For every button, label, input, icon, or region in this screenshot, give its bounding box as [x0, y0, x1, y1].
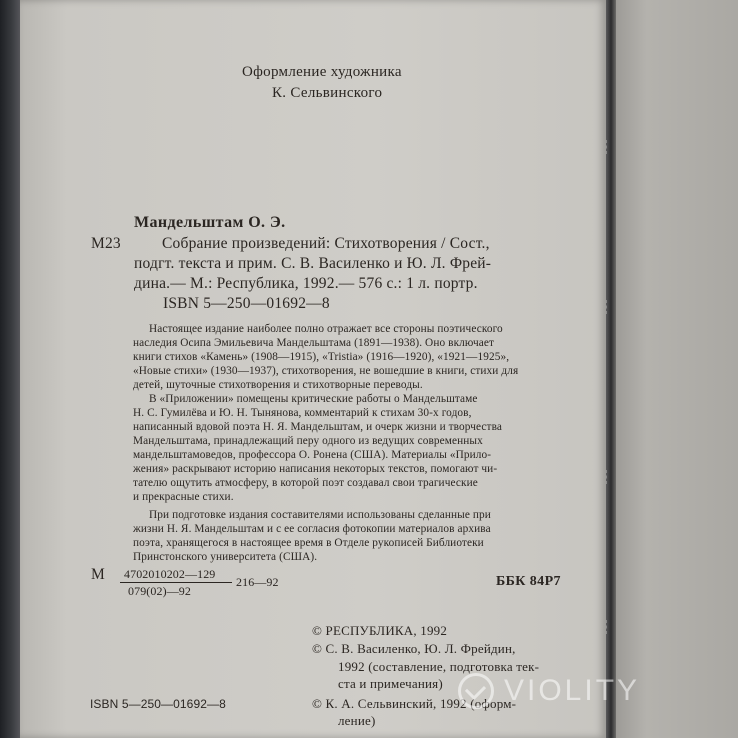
annotation-line: написанный вдовой поэта Н. Я. Мандельштам, и очерк жизни и творчества — [133, 421, 502, 433]
annotation-line: наследия Осипа Эмильевича Мандельштама (1891—1938). Оно включает — [133, 337, 495, 349]
annotation-line: В «Приложении» помещены критические работы о Мандельштаме — [149, 393, 478, 405]
annotation-line: Принстонского университета (США). — [133, 551, 318, 563]
copyright-line: © К. А. Сельвинский, 1992 (оформ- — [312, 696, 517, 711]
catalog-line: подгт. текста и прим. С. В. Василенко и Ю. Л. Фрей- — [134, 255, 492, 272]
catalog-line: Собрание произведений: Стихотворения / Сост., — [162, 235, 490, 252]
binding-stitch — [606, 140, 613, 154]
designer-credit-line2: К. Сельвинского — [272, 85, 383, 101]
catalog-isbn: ISBN 5—250—01692—8 — [163, 295, 330, 312]
annotation-line: тателю ощутить атмосферу, в которой поэт создавал свои трагические — [133, 477, 478, 489]
violity-watermark — [458, 668, 728, 714]
binding-stitch — [606, 620, 613, 634]
classification-numerator: 4702010202—129 — [124, 567, 216, 581]
copyright-line: ста и примечания) — [338, 676, 443, 691]
copyright-line: © С. В. Василенко, Ю. Л. Фрейдин, — [312, 641, 516, 656]
catalog-code: М23 — [91, 235, 121, 252]
annotation-line: и прекрасные стихи. — [133, 491, 234, 503]
watermark-text: VIOLITY — [504, 674, 641, 707]
annotation-line: поэта, хранящегося в настоящее время в Отделе рукописей Библиотеки — [133, 537, 484, 549]
classification-order: 216—92 — [236, 575, 279, 589]
copyright-line: 1992 (составление, подготовка тек- — [338, 659, 540, 674]
annotation-line: Мандельштама, принадлежащий перу одного из ведущих современных — [133, 435, 483, 447]
designer-credit-line1: Оформление художника — [242, 64, 402, 80]
fraction-bar — [120, 582, 232, 583]
annotation-line: мандельштамоведов, профессора О. Ронена (США). Материалы «Прило- — [133, 449, 492, 461]
annotation-line: жения» раскрывают историю написания некоторых текстов, помогают чи- — [133, 463, 498, 475]
annotation-line: книги стихов «Камень» (1908—1915), «Tristia» (1916—1920), «1921—1925», — [133, 351, 510, 363]
catalog-line: дина.— М.: Республика, 1992.— 576 с.: 1 л. портр. — [134, 275, 478, 292]
author-heading: Мандельштам О. Э. — [134, 214, 286, 231]
isbn-bottom: ISBN 5—250—01692—8 — [90, 697, 226, 711]
bbk-code: ББК 84Р7 — [496, 574, 561, 589]
copyright-line: © РЕСПУБЛИКА, 1992 — [312, 623, 448, 638]
annotation-line: Н. С. Гумилёва и Ю. Н. Тынянова, комментарий к стихам 30-х годов, — [133, 407, 472, 419]
annotation-line: При подготовке издания составителями использованы сделанные при — [149, 509, 491, 521]
copyright-line: ление) — [338, 713, 376, 728]
violity-logo-icon — [458, 673, 494, 709]
book-binding — [0, 0, 20, 738]
classification-denominator: 079(02)—92 — [128, 584, 191, 598]
annotation-line: «Новые стихи» (1930—1937), стихотворения, не вошедшие в книги, стихи для — [133, 365, 519, 377]
classification-letter: М — [91, 566, 105, 583]
annotation-line: Настоящее издание наиболее полно отражает все стороны поэтического — [149, 323, 503, 335]
binding-stitch — [606, 300, 613, 314]
binding-stitch — [606, 470, 613, 484]
facing-page — [616, 0, 738, 738]
annotation-line: детей, шуточные стихотворения и стихотворные переводы. — [133, 379, 423, 391]
annotation-line: жизни Н. Я. Мандельштам и с ее согласия фотокопии материалов архива — [133, 523, 491, 535]
